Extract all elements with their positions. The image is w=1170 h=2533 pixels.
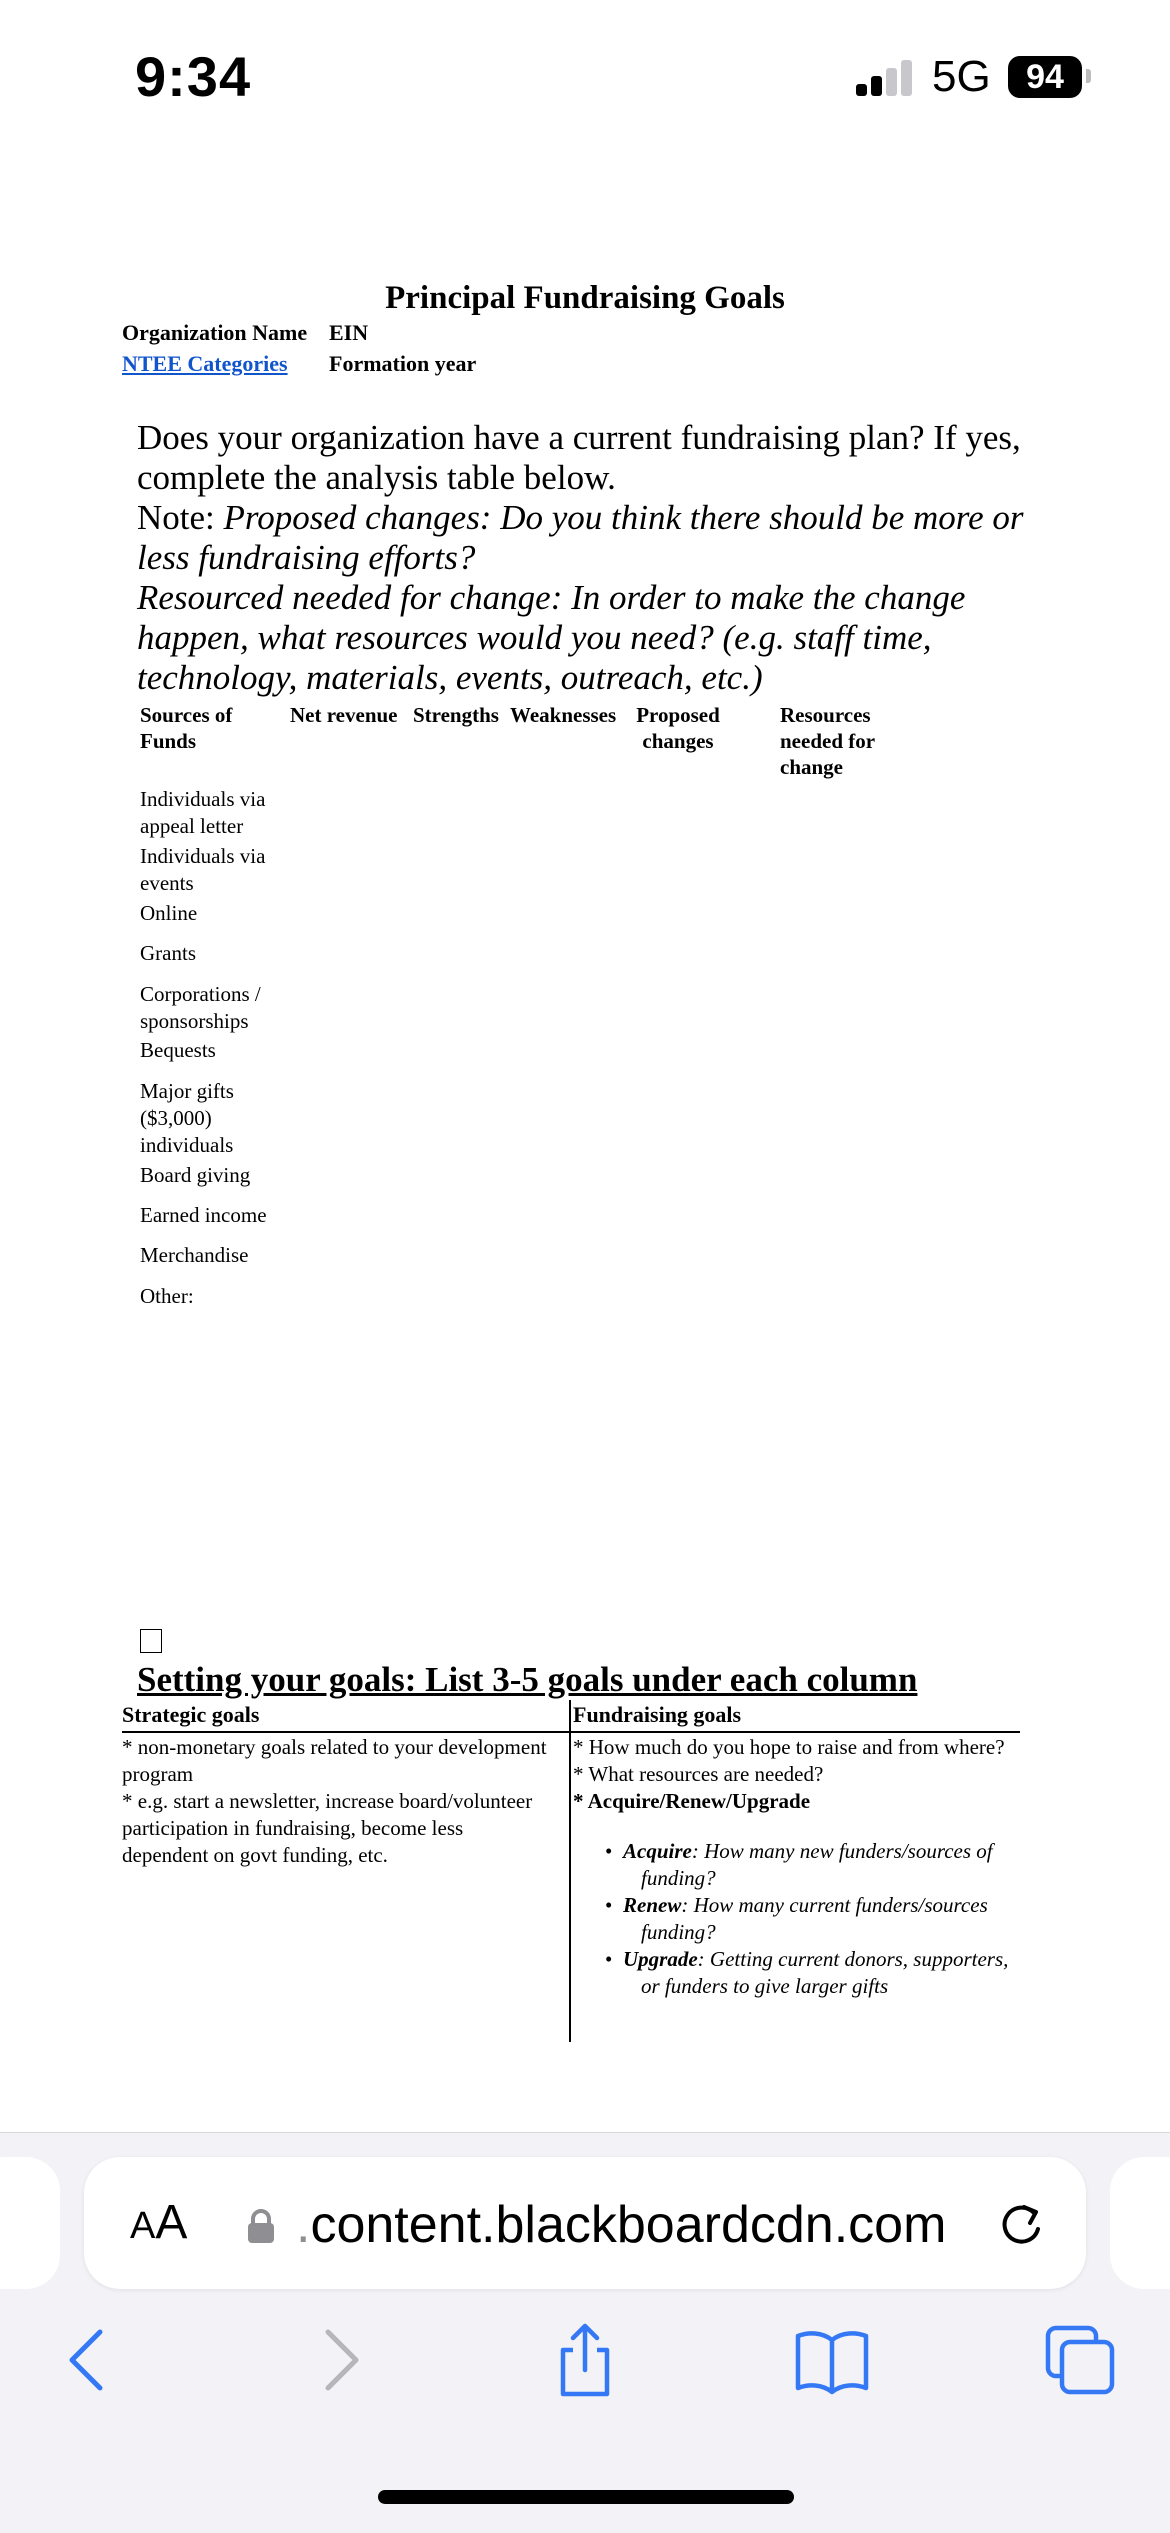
reload-icon[interactable] (994, 2199, 1048, 2253)
network-type: 5G (932, 52, 991, 101)
bullet-term: Renew (623, 1893, 682, 1917)
home-indicator (378, 2490, 794, 2504)
fundraising-bullets (605, 1838, 1025, 2000)
fundraising-goals-header: Fundraising goals (573, 1702, 742, 1727)
strategic-goals-text (122, 1734, 552, 1869)
source-row: Major gifts ($3,000) individuals (140, 1079, 234, 1157)
source-row: Bequests (140, 1038, 216, 1062)
forward-icon[interactable] (300, 2320, 380, 2400)
bullet-acquire (605, 1838, 1025, 1892)
bullet-term: Acquire (623, 1839, 692, 1863)
source-row: Other: (140, 1284, 194, 1308)
bullet-text: : How many current funders/sources funding? (641, 1893, 988, 1944)
bullet-text: : How many new funders/sources of funding? (641, 1839, 993, 1890)
bookmarks-icon[interactable] (792, 2320, 872, 2400)
th-sources: Sources of Funds (140, 703, 233, 753)
source-row: Corporations / sponsorships (140, 982, 261, 1033)
lock-icon (246, 2209, 276, 2243)
reader-text-size-button[interactable] (130, 2195, 187, 2250)
resources-text: Resourced needed for change: In order to make the change happen, what resources would you need? (e.g. staff time, technology, materials, events, outreach, etc.) (137, 578, 966, 697)
column-divider (569, 1700, 571, 2042)
bullet-term: Upgrade (623, 1947, 698, 1971)
source-row: Board giving (140, 1163, 251, 1187)
goals-title: Setting your goals: List 3-5 goals under each column (137, 1660, 918, 1699)
strategic-goals-header: Strategic goals (122, 1702, 260, 1727)
next-tab-preview[interactable] (1110, 2157, 1170, 2289)
fundraising-goals-text (573, 1734, 1013, 1815)
ntee-link[interactable] (122, 351, 288, 377)
signal-icon (856, 60, 916, 96)
back-icon[interactable] (48, 2320, 128, 2400)
source-row: Online (140, 901, 198, 925)
th-proposed-changes: Proposed changes (636, 703, 720, 753)
aa-large: A (155, 2196, 188, 2249)
note-prefix: Note: (137, 498, 224, 537)
note-text (137, 498, 1037, 578)
source-row: Grants (140, 941, 196, 965)
source-row: Individuals via events (140, 844, 266, 895)
bullet-text: : Getting current donors, supporters, or funders to give larger gifts (641, 1947, 1009, 1998)
th-strengths: Strengths (413, 703, 499, 727)
status-time: 9:34 (135, 45, 252, 108)
url-domain: content.blackboardcdn.com (310, 2196, 947, 2254)
checkbox[interactable] (140, 1629, 162, 1653)
fundraising-line: * Acquire/Renew/Upgrade (573, 1789, 811, 1813)
th-weaknesses: Weaknesses (510, 703, 617, 727)
formation-year-label: Formation year (329, 351, 477, 376)
fundraising-line: * How much do you hope to raise and from where? (573, 1735, 1005, 1759)
ntee-link-text[interactable]: NTEE Categories (122, 351, 288, 376)
th-net-revenue: Net revenue (290, 703, 398, 727)
strategic-line: * non-monetary goals related to your development program (122, 1735, 547, 1786)
address-bar[interactable] (84, 2157, 1086, 2289)
aa-small: A (130, 2205, 156, 2247)
share-icon[interactable] (545, 2320, 625, 2400)
tabs-icon[interactable] (1040, 2320, 1120, 2400)
org-name-label: Organization Name (122, 320, 308, 345)
bullet-upgrade (605, 1946, 1025, 2000)
question-text: Does your organization have a current fundraising plan? If yes, complete the analysis table below. (137, 418, 1021, 497)
fundraising-plan-question (137, 418, 1037, 698)
document-title: Principal Fundraising Goals (385, 280, 785, 316)
source-row: Merchandise (140, 1243, 249, 1267)
header-divider (122, 1731, 1020, 1733)
source-row: Individuals via appeal letter (140, 787, 266, 838)
bullet-renew (605, 1892, 1025, 1946)
ein-label: EIN (329, 320, 369, 345)
battery-nub (1086, 69, 1091, 83)
note-italic: Proposed changes: Do you think there should be more or less fundraising efforts? (137, 498, 1024, 577)
previous-tab-preview[interactable] (0, 2157, 60, 2289)
th-resources: Resources needed for change (780, 703, 875, 779)
battery-indicator: 94 (1008, 56, 1082, 98)
url-text[interactable] (296, 2195, 946, 2255)
fundraising-line: * What resources are needed? (573, 1762, 824, 1786)
source-row: Earned income (140, 1203, 267, 1227)
strategic-line: * e.g. start a newsletter, increase board/volunteer participation in fundraising, become less dependent on govt funding, etc. (122, 1789, 533, 1867)
url-prefix: . (296, 2196, 311, 2254)
